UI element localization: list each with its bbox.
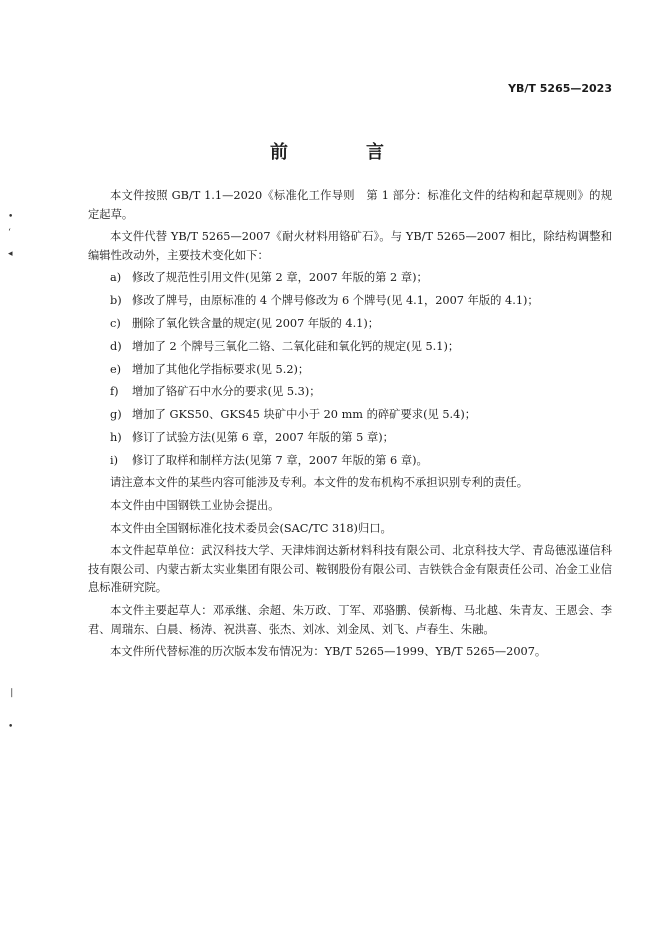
list-item-text: 增加了其他化学指标要求(见 5.2)； [132, 362, 310, 376]
list-item-marker: d) [110, 339, 122, 353]
binding-mark: ʻ [8, 228, 11, 238]
list-item-text: 增加了 2 个牌号三氧化二铬、二氧化硅和氧化钙的规定(见 5.1)； [132, 339, 460, 353]
list-item-marker: h) [110, 430, 122, 444]
list-item-marker: f) [110, 385, 119, 399]
list-item [110, 361, 612, 380]
list-item [110, 452, 612, 471]
list-item-marker: g) [110, 408, 122, 422]
paragraph-drafting-units: 本文件起草单位：武汉科技大学、天津炜润达新材料科技有限公司、北京科技大学、青岛德泓谨信科技有限公司、内蒙古新太实业集团有限公司、鞍钢股份有限公司、吉铁铁合金有限责任公司、冶金工业信息标准研究院。 [88, 544, 612, 595]
list-item [110, 292, 612, 311]
paragraph-patent-notice: 请注意本文件的某些内容可能涉及专利。本文件的发布机构不承担识别专利的责任。 [110, 476, 528, 490]
foreword-body [88, 187, 612, 666]
list-item-marker: b) [110, 294, 122, 308]
list-item-text: 修改了规范性引用文件(见第 2 章，2007 年版的第 2 章)； [132, 271, 428, 285]
list-item-text: 增加了 GKS50、GKS45 块矿中小于 20 mm 的碎矿要求(见 5.4)； [132, 408, 477, 422]
list-item [110, 383, 612, 402]
paragraph-drafters: 本文件主要起草人：邓承继、余超、朱万政、丁军、邓骆鹏、侯新梅、马北越、朱青友、王恩会、李君、周瑞东、白晨、杨涛、祝洪喜、张杰、刘冰、刘金凤、刘飞、卢春生、朱融。 [88, 603, 612, 636]
list-item-marker: a) [110, 271, 122, 285]
paragraph-version-history: 本文件所代替标准的历次版本发布情况为：YB/T 5265—1999、YB/T 5265—2007。 [110, 645, 547, 659]
list-item [110, 315, 612, 334]
standard-code: YB/T 5265—2023 [508, 82, 612, 95]
binding-mark: ◂ [8, 249, 13, 259]
binding-mark: ❘ [8, 688, 16, 698]
page-title: 前 言 [270, 142, 414, 163]
list-item-marker: c) [110, 316, 121, 330]
binding-mark: • [8, 722, 14, 732]
list-item-text: 修订了试验方法(见第 6 章，2007 年版的第 5 章)； [132, 430, 394, 444]
list-item [110, 406, 612, 425]
list-item-text: 增加了铬矿石中水分的要求(见 5.3)； [132, 385, 321, 399]
list-item-text: 修改了牌号，由原标准的 4 个牌号修改为 6 个牌号(见 4.1，2007 年版的 4.1)； [132, 294, 539, 308]
list-item-marker: e) [110, 362, 122, 376]
paragraph-proposer: 本文件由中国钢铁工业协会提出。 [110, 499, 280, 512]
paragraph-replacement: 本文件代替 YB/T 5265—2007《耐火材料用铬矿石》。与 YB/T 5265—2007 相比，除结构调整和编辑性改动外，主要技术变化如下： [88, 230, 612, 262]
list-item [110, 429, 612, 448]
binding-mark: • [8, 212, 14, 222]
paragraph-drafting-rules: 本文件按照 GB/T 1.1—2020《标准化工作导则 第 1 部分：标准化文件的结构和起草规则》的规定起草。 [88, 189, 612, 221]
paragraph-committee: 本文件由全国钢标准化技术委员会(SAC/TC 318)归口。 [110, 521, 392, 535]
technical-changes-list [88, 269, 612, 470]
list-item-marker: i) [110, 453, 119, 467]
list-item-text: 修订了取样和制样方法(见第 7 章，2007 年版的第 6 章)。 [132, 453, 428, 467]
list-item [110, 338, 612, 357]
list-item-text: 删除了氧化铁含量的规定(见 2007 年版的 4.1)； [132, 316, 380, 330]
list-item [110, 269, 612, 288]
